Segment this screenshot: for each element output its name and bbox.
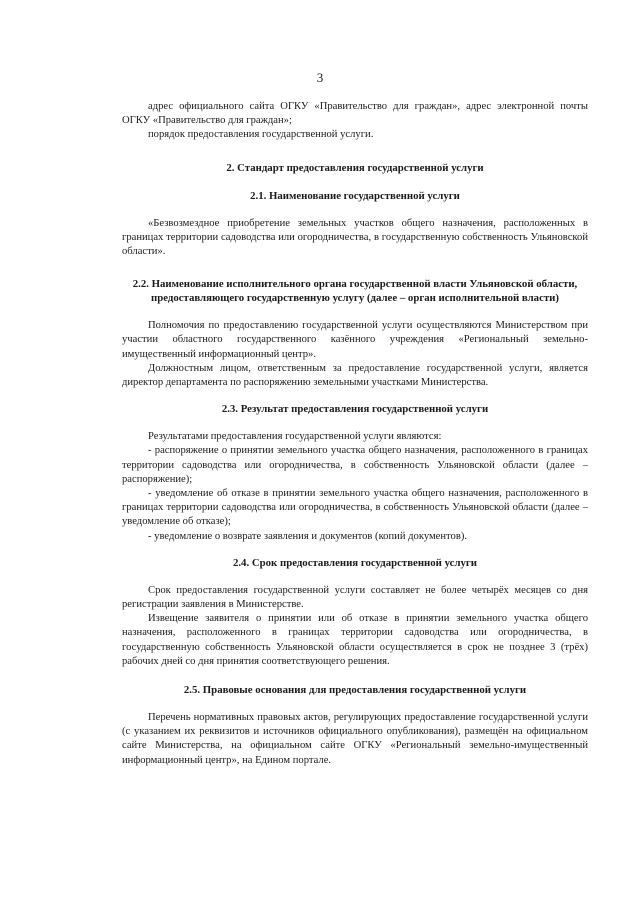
section-2-2-heading: 2.2. Наименование исполнительного органа государственной власти Ульяновской области, предоставляющего государственную услугу (далее – орган исполнительной власти) bbox=[132, 278, 578, 305]
section-2-1-heading: 2.1. Наименование государственной услуги bbox=[250, 189, 460, 202]
page-number: 3 bbox=[316, 70, 324, 85]
document-body bbox=[122, 100, 588, 768]
section-2-2-text-2: Должностным лицом, ответственным за предоставление государственной услуги, является директор департамента по распоряжению земельными участками Министерства. bbox=[122, 362, 588, 389]
section-2-heading: 2. Стандарт предоставления государственной услуги bbox=[226, 161, 484, 174]
section-2-4-text-2: Извещение заявителя о принятии или об отказе в принятии земельного участка общего назначения, расположенного в границах территории садоводства или огородничества, в государственную собственность Ульяновской области осуществляется в срок не позднее 3 (трёх) рабочих дней со дня принятия соответствующего решения. bbox=[122, 613, 588, 667]
result-item-1: - распоряжение о принятии земельного участка общего назначения, расположенного в границах территории садоводства или огородничества, в собственность Ульяновской области (далее – распоряжение); bbox=[122, 445, 588, 485]
result-item-2: - уведомление об отказе в принятии земельного участка общего назначения, расположенного в границах территории садоводства или огородничества, в собственность Ульяновской области (далее – уведомление об отказе); bbox=[122, 488, 588, 528]
result-item-3: - уведомление о возврате заявления и документов (копий документов). bbox=[148, 530, 468, 542]
section-2-5-text: Перечень нормативных правовых актов, регулирующих предоставление государственной услуги (с указанием их реквизитов и источников официального опубликования), размещён на официальном сайте Министерства, на официальном сайте ОГКУ «Региональный земельно-имущественный информационный центр», на Едином портале. bbox=[122, 712, 588, 766]
section-2-2-text-1: Полномочия по предоставлению государственной услуги осуществляются Министерством при участии областного государственного казённого учреждения «Региональный земельно-имущественный информационный центр». bbox=[122, 320, 588, 360]
section-2-3-heading: 2.3. Результат предоставления государственной услуги bbox=[221, 403, 489, 416]
section-2-4-heading: 2.4. Срок предоставления государственной услуги bbox=[232, 556, 478, 569]
intro-paragraph-1: адрес официального сайта ОГКУ «Правительство для граждан», адрес электронной почты ОГКУ «Правительство для граждан»; bbox=[122, 101, 588, 127]
intro-paragraph-2: порядок предоставления государственной услуги. bbox=[148, 129, 374, 141]
section-2-3-lead: Результатами предоставления государственной услуги являются: bbox=[148, 431, 442, 443]
section-2-4-text-1: Срок предоставления государственной услуги составляет не более четырёх месяцев со дня регистрации заявления в Министерстве. bbox=[122, 584, 588, 611]
section-2-5-heading: 2.5. Правовые основания для предоставления государственной услуги bbox=[183, 684, 527, 697]
section-2-1-text: «Безвозмездное приобретение земельных участков общего назначения, расположенных в границах территории садоводства или огородничества, в государственную собственность Ульяновской области». bbox=[122, 217, 588, 258]
